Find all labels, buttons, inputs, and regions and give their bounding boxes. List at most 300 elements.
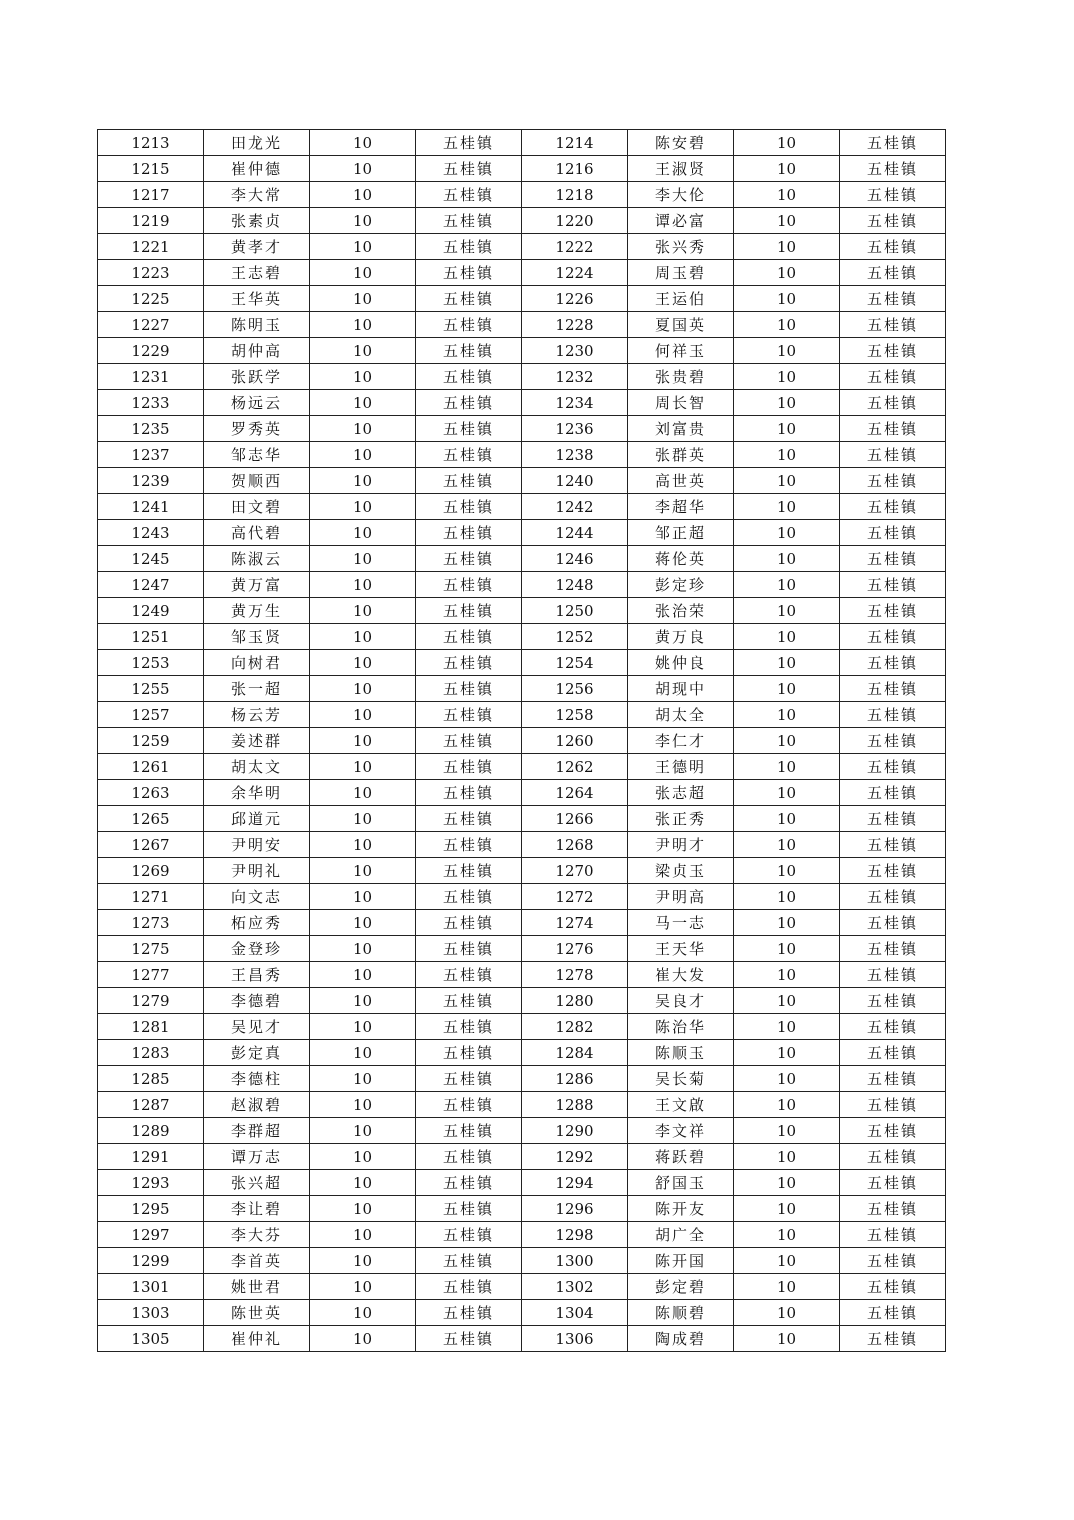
cell-amount: 10 (734, 676, 840, 702)
cell-record-number: 1230 (522, 338, 628, 364)
cell-town: 五桂镇 (840, 130, 946, 156)
cell-record-number: 1306 (522, 1326, 628, 1352)
cell-record-number: 1267 (98, 832, 204, 858)
cell-person-name: 崔仲礼 (204, 1326, 310, 1352)
cell-town: 五桂镇 (840, 572, 946, 598)
cell-town: 五桂镇 (416, 572, 522, 598)
cell-record-number: 1264 (522, 780, 628, 806)
cell-town: 五桂镇 (416, 286, 522, 312)
cell-amount: 10 (310, 1300, 416, 1326)
cell-amount: 10 (310, 260, 416, 286)
cell-record-number: 1243 (98, 520, 204, 546)
cell-person-name: 周玉碧 (628, 260, 734, 286)
table-row (98, 650, 946, 676)
cell-town: 五桂镇 (416, 1196, 522, 1222)
table-body (98, 130, 946, 1352)
cell-person-name: 马一志 (628, 910, 734, 936)
table-row (98, 754, 946, 780)
cell-amount: 10 (310, 312, 416, 338)
cell-record-number: 1291 (98, 1144, 204, 1170)
cell-town: 五桂镇 (416, 208, 522, 234)
cell-record-number: 1253 (98, 650, 204, 676)
cell-person-name: 李文祥 (628, 1118, 734, 1144)
cell-amount: 10 (310, 780, 416, 806)
cell-town: 五桂镇 (840, 1248, 946, 1274)
table-row (98, 260, 946, 286)
cell-person-name: 张正秀 (628, 806, 734, 832)
cell-amount: 10 (734, 962, 840, 988)
cell-record-number: 1283 (98, 1040, 204, 1066)
cell-record-number: 1305 (98, 1326, 204, 1352)
cell-record-number: 1236 (522, 416, 628, 442)
cell-town: 五桂镇 (416, 130, 522, 156)
cell-amount: 10 (310, 988, 416, 1014)
cell-amount: 10 (310, 650, 416, 676)
cell-person-name: 黄万富 (204, 572, 310, 598)
cell-town: 五桂镇 (840, 910, 946, 936)
cell-amount: 10 (734, 1248, 840, 1274)
table-row (98, 494, 946, 520)
cell-town: 五桂镇 (840, 1092, 946, 1118)
cell-record-number: 1255 (98, 676, 204, 702)
cell-person-name: 蒋伦英 (628, 546, 734, 572)
cell-record-number: 1278 (522, 962, 628, 988)
table-row (98, 1196, 946, 1222)
cell-person-name: 王德明 (628, 754, 734, 780)
table-row (98, 1066, 946, 1092)
cell-town: 五桂镇 (840, 156, 946, 182)
cell-amount: 10 (734, 1170, 840, 1196)
cell-person-name: 姚世君 (204, 1274, 310, 1300)
cell-person-name: 吴良才 (628, 988, 734, 1014)
cell-person-name: 张跃学 (204, 364, 310, 390)
cell-town: 五桂镇 (840, 1274, 946, 1300)
cell-town: 五桂镇 (840, 780, 946, 806)
cell-record-number: 1222 (522, 234, 628, 260)
table-row (98, 624, 946, 650)
cell-amount: 10 (310, 1196, 416, 1222)
table-row (98, 910, 946, 936)
cell-person-name: 张群英 (628, 442, 734, 468)
cell-person-name: 舒国玉 (628, 1170, 734, 1196)
cell-person-name: 张兴超 (204, 1170, 310, 1196)
cell-person-name: 张治荣 (628, 598, 734, 624)
table-row (98, 1170, 946, 1196)
cell-record-number: 1280 (522, 988, 628, 1014)
cell-person-name: 李超华 (628, 494, 734, 520)
table-row (98, 728, 946, 754)
cell-town: 五桂镇 (840, 962, 946, 988)
cell-record-number: 1251 (98, 624, 204, 650)
roster-table (97, 129, 946, 1352)
cell-town: 五桂镇 (840, 624, 946, 650)
cell-person-name: 尹明才 (628, 832, 734, 858)
cell-person-name: 李仁才 (628, 728, 734, 754)
cell-person-name: 杨云芳 (204, 702, 310, 728)
cell-town: 五桂镇 (416, 624, 522, 650)
cell-amount: 10 (310, 676, 416, 702)
cell-record-number: 1257 (98, 702, 204, 728)
cell-record-number: 1289 (98, 1118, 204, 1144)
table-row (98, 130, 946, 156)
cell-amount: 10 (310, 624, 416, 650)
cell-amount: 10 (734, 442, 840, 468)
cell-town: 五桂镇 (840, 728, 946, 754)
table-row (98, 858, 946, 884)
cell-amount: 10 (310, 520, 416, 546)
cell-person-name: 陈顺碧 (628, 1300, 734, 1326)
table-row (98, 832, 946, 858)
cell-amount: 10 (310, 1326, 416, 1352)
cell-record-number: 1282 (522, 1014, 628, 1040)
table-row (98, 936, 946, 962)
cell-record-number: 1296 (522, 1196, 628, 1222)
cell-record-number: 1219 (98, 208, 204, 234)
cell-town: 五桂镇 (416, 1066, 522, 1092)
cell-amount: 10 (310, 598, 416, 624)
cell-person-name: 夏国英 (628, 312, 734, 338)
cell-record-number: 1225 (98, 286, 204, 312)
cell-person-name: 田文碧 (204, 494, 310, 520)
table-row (98, 780, 946, 806)
cell-person-name: 高世英 (628, 468, 734, 494)
cell-amount: 10 (310, 1014, 416, 1040)
cell-amount: 10 (734, 598, 840, 624)
cell-record-number: 1213 (98, 130, 204, 156)
cell-amount: 10 (310, 130, 416, 156)
cell-town: 五桂镇 (840, 1326, 946, 1352)
cell-town: 五桂镇 (840, 520, 946, 546)
cell-town: 五桂镇 (840, 1300, 946, 1326)
cell-record-number: 1216 (522, 156, 628, 182)
cell-person-name: 崔仲德 (204, 156, 310, 182)
cell-town: 五桂镇 (840, 364, 946, 390)
cell-record-number: 1229 (98, 338, 204, 364)
cell-town: 五桂镇 (840, 754, 946, 780)
cell-town: 五桂镇 (416, 754, 522, 780)
table-row (98, 884, 946, 910)
cell-person-name: 余华明 (204, 780, 310, 806)
cell-town: 五桂镇 (416, 702, 522, 728)
cell-record-number: 1265 (98, 806, 204, 832)
cell-amount: 10 (734, 650, 840, 676)
cell-town: 五桂镇 (840, 936, 946, 962)
cell-person-name: 彭定真 (204, 1040, 310, 1066)
cell-amount: 10 (310, 1118, 416, 1144)
table-row (98, 390, 946, 416)
cell-record-number: 1214 (522, 130, 628, 156)
cell-record-number: 1285 (98, 1066, 204, 1092)
table-row (98, 468, 946, 494)
cell-town: 五桂镇 (416, 858, 522, 884)
cell-person-name: 柘应秀 (204, 910, 310, 936)
cell-person-name: 陈明玉 (204, 312, 310, 338)
cell-town: 五桂镇 (416, 936, 522, 962)
cell-record-number: 1273 (98, 910, 204, 936)
cell-town: 五桂镇 (416, 988, 522, 1014)
cell-town: 五桂镇 (840, 806, 946, 832)
cell-amount: 10 (734, 1092, 840, 1118)
cell-person-name: 王志碧 (204, 260, 310, 286)
cell-person-name: 向树君 (204, 650, 310, 676)
cell-amount: 10 (734, 988, 840, 1014)
table-row (98, 1248, 946, 1274)
cell-amount: 10 (734, 1326, 840, 1352)
cell-town: 五桂镇 (416, 1222, 522, 1248)
table-row (98, 702, 946, 728)
cell-amount: 10 (310, 728, 416, 754)
table-row (98, 988, 946, 1014)
cell-amount: 10 (734, 286, 840, 312)
cell-town: 五桂镇 (416, 468, 522, 494)
cell-person-name: 王昌秀 (204, 962, 310, 988)
cell-person-name: 王天华 (628, 936, 734, 962)
table-row (98, 598, 946, 624)
cell-person-name: 吴见才 (204, 1014, 310, 1040)
cell-record-number: 1279 (98, 988, 204, 1014)
cell-town: 五桂镇 (840, 702, 946, 728)
cell-amount: 10 (310, 702, 416, 728)
cell-record-number: 1300 (522, 1248, 628, 1274)
cell-record-number: 1263 (98, 780, 204, 806)
cell-record-number: 1215 (98, 156, 204, 182)
cell-amount: 10 (310, 442, 416, 468)
cell-record-number: 1245 (98, 546, 204, 572)
cell-amount: 10 (734, 260, 840, 286)
cell-record-number: 1246 (522, 546, 628, 572)
cell-record-number: 1281 (98, 1014, 204, 1040)
cell-record-number: 1295 (98, 1196, 204, 1222)
cell-town: 五桂镇 (840, 182, 946, 208)
cell-town: 五桂镇 (840, 390, 946, 416)
cell-person-name: 王淑贤 (628, 156, 734, 182)
cell-person-name: 崔大发 (628, 962, 734, 988)
cell-town: 五桂镇 (416, 182, 522, 208)
table-row (98, 182, 946, 208)
cell-amount: 10 (734, 1144, 840, 1170)
cell-amount: 10 (734, 546, 840, 572)
cell-amount: 10 (310, 884, 416, 910)
table-row (98, 806, 946, 832)
cell-record-number: 1262 (522, 754, 628, 780)
cell-amount: 10 (310, 910, 416, 936)
cell-town: 五桂镇 (416, 598, 522, 624)
cell-amount: 10 (734, 806, 840, 832)
table-row (98, 234, 946, 260)
cell-person-name: 陈顺玉 (628, 1040, 734, 1066)
cell-amount: 10 (734, 156, 840, 182)
cell-record-number: 1290 (522, 1118, 628, 1144)
cell-person-name: 陈开友 (628, 1196, 734, 1222)
cell-record-number: 1250 (522, 598, 628, 624)
cell-person-name: 李大伦 (628, 182, 734, 208)
cell-person-name: 谭必富 (628, 208, 734, 234)
cell-record-number: 1270 (522, 858, 628, 884)
table-row (98, 546, 946, 572)
cell-town: 五桂镇 (840, 260, 946, 286)
cell-amount: 10 (734, 884, 840, 910)
cell-person-name: 陈开国 (628, 1248, 734, 1274)
cell-person-name: 刘富贵 (628, 416, 734, 442)
cell-amount: 10 (734, 572, 840, 598)
cell-record-number: 1254 (522, 650, 628, 676)
cell-record-number: 1232 (522, 364, 628, 390)
cell-amount: 10 (310, 338, 416, 364)
cell-person-name: 李大常 (204, 182, 310, 208)
cell-person-name: 王文啟 (628, 1092, 734, 1118)
cell-person-name: 姜述群 (204, 728, 310, 754)
cell-town: 五桂镇 (416, 910, 522, 936)
cell-amount: 10 (310, 572, 416, 598)
cell-person-name: 李首英 (204, 1248, 310, 1274)
cell-person-name: 李德碧 (204, 988, 310, 1014)
cell-person-name: 姚仲良 (628, 650, 734, 676)
cell-amount: 10 (734, 910, 840, 936)
cell-record-number: 1241 (98, 494, 204, 520)
cell-amount: 10 (734, 780, 840, 806)
cell-amount: 10 (734, 1014, 840, 1040)
cell-town: 五桂镇 (840, 1196, 946, 1222)
cell-person-name: 吴长菊 (628, 1066, 734, 1092)
cell-amount: 10 (310, 1274, 416, 1300)
cell-person-name: 黄万良 (628, 624, 734, 650)
cell-amount: 10 (310, 754, 416, 780)
cell-person-name: 邹正超 (628, 520, 734, 546)
cell-amount: 10 (310, 390, 416, 416)
cell-town: 五桂镇 (416, 728, 522, 754)
cell-town: 五桂镇 (840, 286, 946, 312)
cell-amount: 10 (734, 1066, 840, 1092)
cell-record-number: 1242 (522, 494, 628, 520)
cell-town: 五桂镇 (840, 312, 946, 338)
cell-town: 五桂镇 (416, 1300, 522, 1326)
cell-record-number: 1288 (522, 1092, 628, 1118)
table-row (98, 1222, 946, 1248)
cell-person-name: 高代碧 (204, 520, 310, 546)
cell-town: 五桂镇 (416, 546, 522, 572)
cell-town: 五桂镇 (840, 1040, 946, 1066)
cell-town: 五桂镇 (416, 442, 522, 468)
table-row (98, 286, 946, 312)
cell-record-number: 1258 (522, 702, 628, 728)
cell-person-name: 胡太文 (204, 754, 310, 780)
cell-amount: 10 (734, 702, 840, 728)
cell-amount: 10 (734, 1300, 840, 1326)
cell-record-number: 1297 (98, 1222, 204, 1248)
cell-person-name: 谭万志 (204, 1144, 310, 1170)
cell-town: 五桂镇 (840, 858, 946, 884)
cell-record-number: 1249 (98, 598, 204, 624)
cell-town: 五桂镇 (416, 962, 522, 988)
cell-record-number: 1223 (98, 260, 204, 286)
cell-amount: 10 (310, 1222, 416, 1248)
cell-record-number: 1259 (98, 728, 204, 754)
cell-town: 五桂镇 (416, 806, 522, 832)
cell-town: 五桂镇 (840, 208, 946, 234)
cell-person-name: 张一超 (204, 676, 310, 702)
cell-town: 五桂镇 (416, 312, 522, 338)
cell-person-name: 田龙光 (204, 130, 310, 156)
cell-town: 五桂镇 (416, 1118, 522, 1144)
cell-record-number: 1304 (522, 1300, 628, 1326)
cell-record-number: 1269 (98, 858, 204, 884)
cell-person-name: 周长智 (628, 390, 734, 416)
cell-amount: 10 (310, 1248, 416, 1274)
cell-record-number: 1221 (98, 234, 204, 260)
table-row (98, 208, 946, 234)
cell-town: 五桂镇 (416, 520, 522, 546)
cell-town: 五桂镇 (416, 1144, 522, 1170)
cell-record-number: 1274 (522, 910, 628, 936)
cell-person-name: 黄万生 (204, 598, 310, 624)
cell-town: 五桂镇 (840, 234, 946, 260)
cell-amount: 10 (310, 858, 416, 884)
cell-town: 五桂镇 (840, 546, 946, 572)
cell-town: 五桂镇 (840, 416, 946, 442)
cell-town: 五桂镇 (840, 884, 946, 910)
cell-person-name: 李让碧 (204, 1196, 310, 1222)
table-row (98, 1326, 946, 1352)
cell-amount: 10 (310, 1092, 416, 1118)
cell-record-number: 1248 (522, 572, 628, 598)
cell-person-name: 向文志 (204, 884, 310, 910)
cell-town: 五桂镇 (416, 676, 522, 702)
cell-record-number: 1292 (522, 1144, 628, 1170)
table-row (98, 416, 946, 442)
cell-person-name: 陈安碧 (628, 130, 734, 156)
cell-record-number: 1302 (522, 1274, 628, 1300)
cell-record-number: 1261 (98, 754, 204, 780)
cell-record-number: 1268 (522, 832, 628, 858)
cell-town: 五桂镇 (840, 1014, 946, 1040)
cell-amount: 10 (310, 962, 416, 988)
cell-town: 五桂镇 (840, 1222, 946, 1248)
cell-town: 五桂镇 (840, 676, 946, 702)
cell-town: 五桂镇 (416, 1274, 522, 1300)
cell-town: 五桂镇 (416, 832, 522, 858)
table-row (98, 962, 946, 988)
cell-person-name: 胡太全 (628, 702, 734, 728)
cell-amount: 10 (310, 1144, 416, 1170)
cell-record-number: 1266 (522, 806, 628, 832)
cell-town: 五桂镇 (416, 416, 522, 442)
table-row (98, 1118, 946, 1144)
cell-person-name: 尹明高 (628, 884, 734, 910)
cell-record-number: 1220 (522, 208, 628, 234)
cell-amount: 10 (310, 806, 416, 832)
cell-person-name: 陈治华 (628, 1014, 734, 1040)
table-row (98, 1040, 946, 1066)
table-row (98, 572, 946, 598)
cell-record-number: 1284 (522, 1040, 628, 1066)
cell-amount: 10 (734, 1274, 840, 1300)
cell-amount: 10 (734, 364, 840, 390)
cell-record-number: 1276 (522, 936, 628, 962)
cell-person-name: 邱道元 (204, 806, 310, 832)
cell-person-name: 张素贞 (204, 208, 310, 234)
cell-amount: 10 (310, 936, 416, 962)
cell-person-name: 贺顺西 (204, 468, 310, 494)
table-row (98, 156, 946, 182)
cell-town: 五桂镇 (840, 442, 946, 468)
cell-person-name: 杨远云 (204, 390, 310, 416)
table-row (98, 1092, 946, 1118)
cell-person-name: 王运伯 (628, 286, 734, 312)
cell-person-name: 李德柱 (204, 1066, 310, 1092)
cell-record-number: 1244 (522, 520, 628, 546)
cell-amount: 10 (734, 390, 840, 416)
table-row (98, 1300, 946, 1326)
